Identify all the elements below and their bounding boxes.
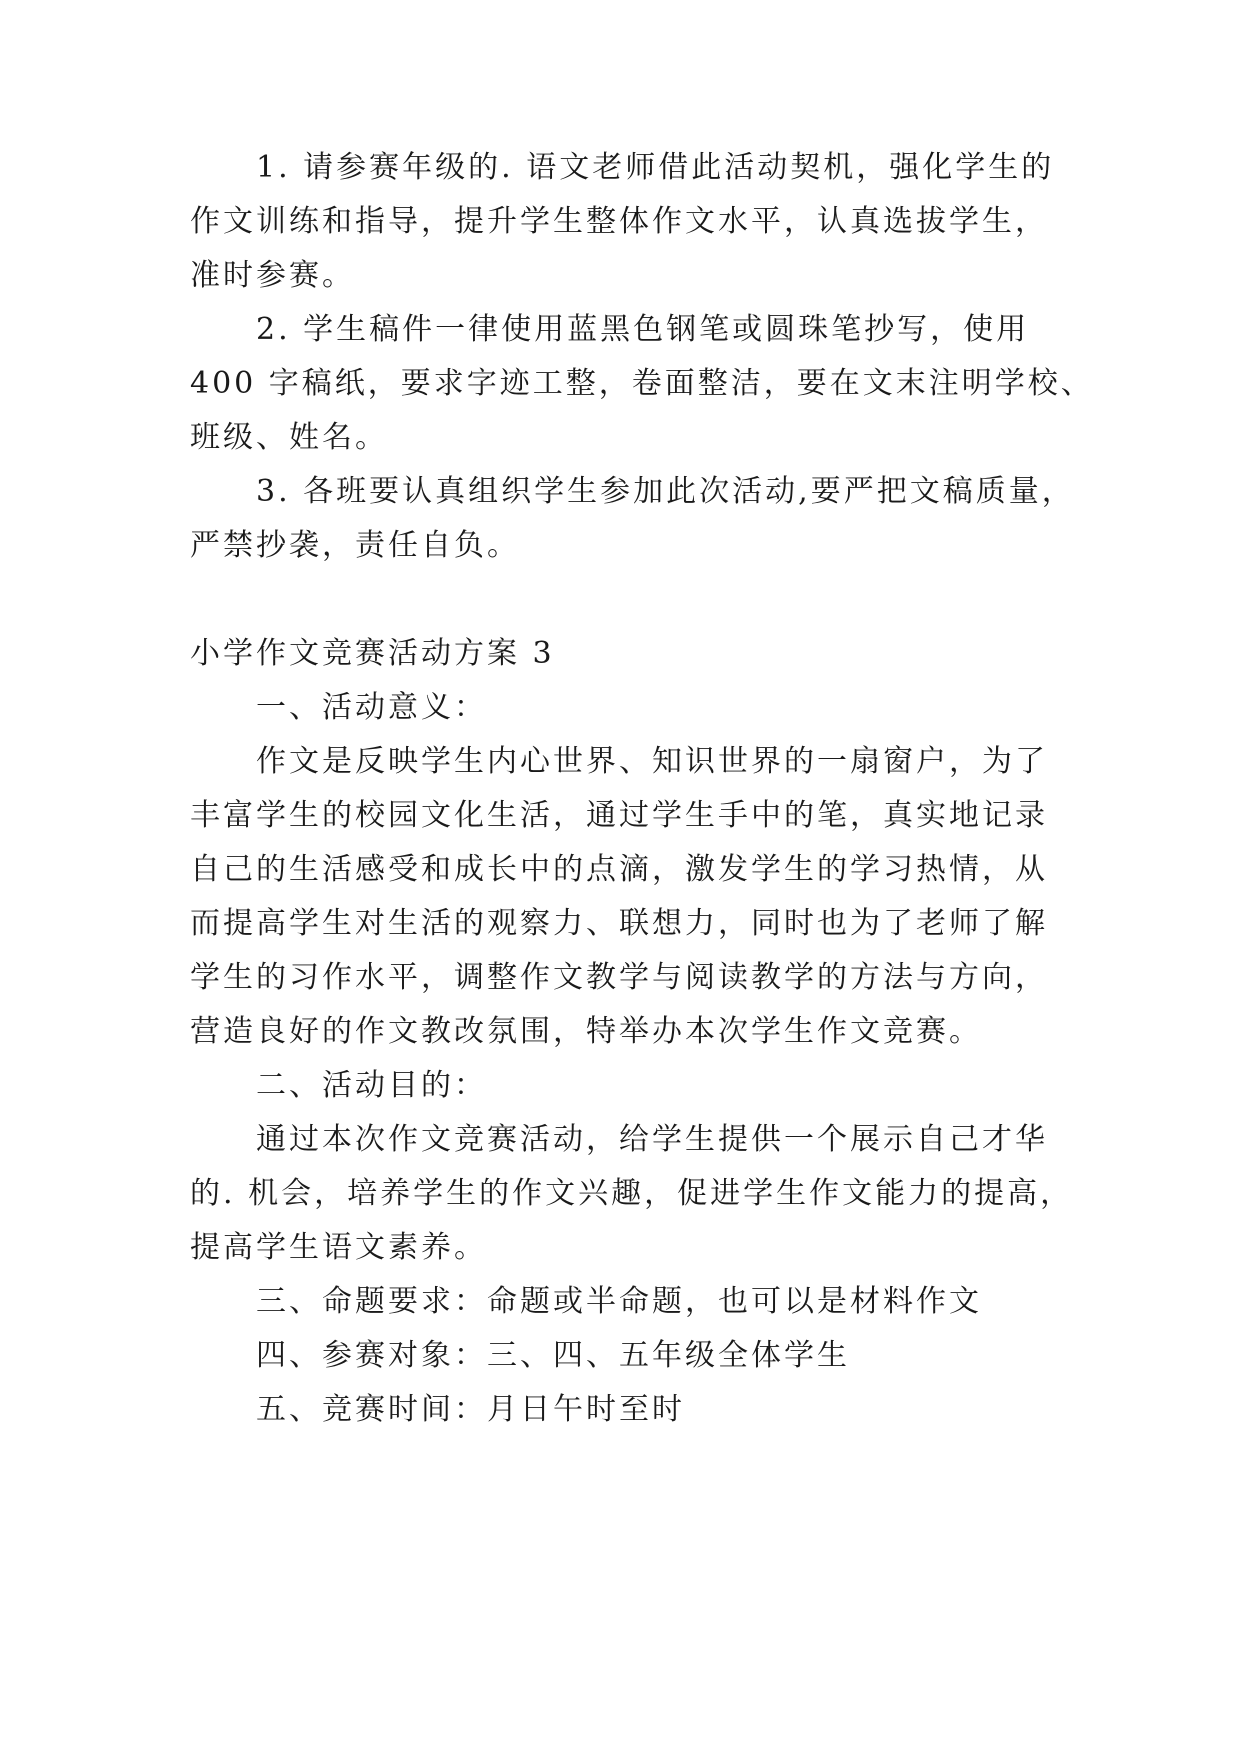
heading-purpose: 二、活动目的：	[256, 1068, 487, 1103]
item3-line1: 3. 各班要认真组织学生参加此次活动,要严把文稿质量，	[256, 474, 1075, 509]
section-title: 小学作文竞赛活动方案 3	[190, 636, 555, 671]
heading-topic-requirements: 三、命题要求：命题或半命题，也可以是材料作文	[256, 1284, 982, 1319]
item3-line2: 严禁抄袭，责任自负。	[190, 528, 520, 563]
heading-participants: 四、参赛对象：三、四、五年级全体学生	[256, 1338, 850, 1373]
para1-line1: 作文是反映学生内心世界、知识世界的一扇窗户，为了	[256, 744, 1048, 779]
para1-line2: 丰富学生的校园文化生活，通过学生手中的笔，真实地记录	[190, 798, 1048, 833]
para2-line3: 提高学生语文素养。	[190, 1230, 487, 1265]
item1-line2: 作文训练和指导，提升学生整体作文水平，认真选拔学生，	[190, 204, 1048, 239]
item1-line3: 准时参赛。	[190, 258, 355, 293]
para1-line6: 营造良好的作文教改氛围，特举办本次学生作文竞赛。	[190, 1014, 982, 1049]
para2-line1: 通过本次作文竞赛活动，给学生提供一个展示自己才华	[256, 1122, 1048, 1157]
para1-line5: 学生的习作水平，调整作文教学与阅读教学的方法与方向，	[190, 960, 1048, 995]
item2-line2: 400 字稿纸，要求字迹工整，卷面整洁，要在文末注明学校、	[190, 366, 1094, 401]
heading-significance: 一、活动意义：	[256, 690, 487, 725]
item2-line1: 2. 学生稿件一律使用蓝黑色钢笔或圆珠笔抄写，使用	[256, 312, 1030, 347]
para2-line2: 的. 机会，培养学生的作文兴趣，促进学生作文能力的提高，	[190, 1176, 1074, 1211]
heading-competition-time: 五、竞赛时间：月日午时至时	[256, 1392, 685, 1427]
para1-line4: 而提高学生对生活的观察力、联想力，同时也为了老师了解	[190, 906, 1048, 941]
item1-line1: 1. 请参赛年级的. 语文老师借此活动契机，强化学生的	[256, 150, 1055, 185]
para1-line3: 自己的生活感受和成长中的点滴，激发学生的学习热情，从	[190, 852, 1048, 887]
item2-line3: 班级、姓名。	[190, 420, 388, 455]
